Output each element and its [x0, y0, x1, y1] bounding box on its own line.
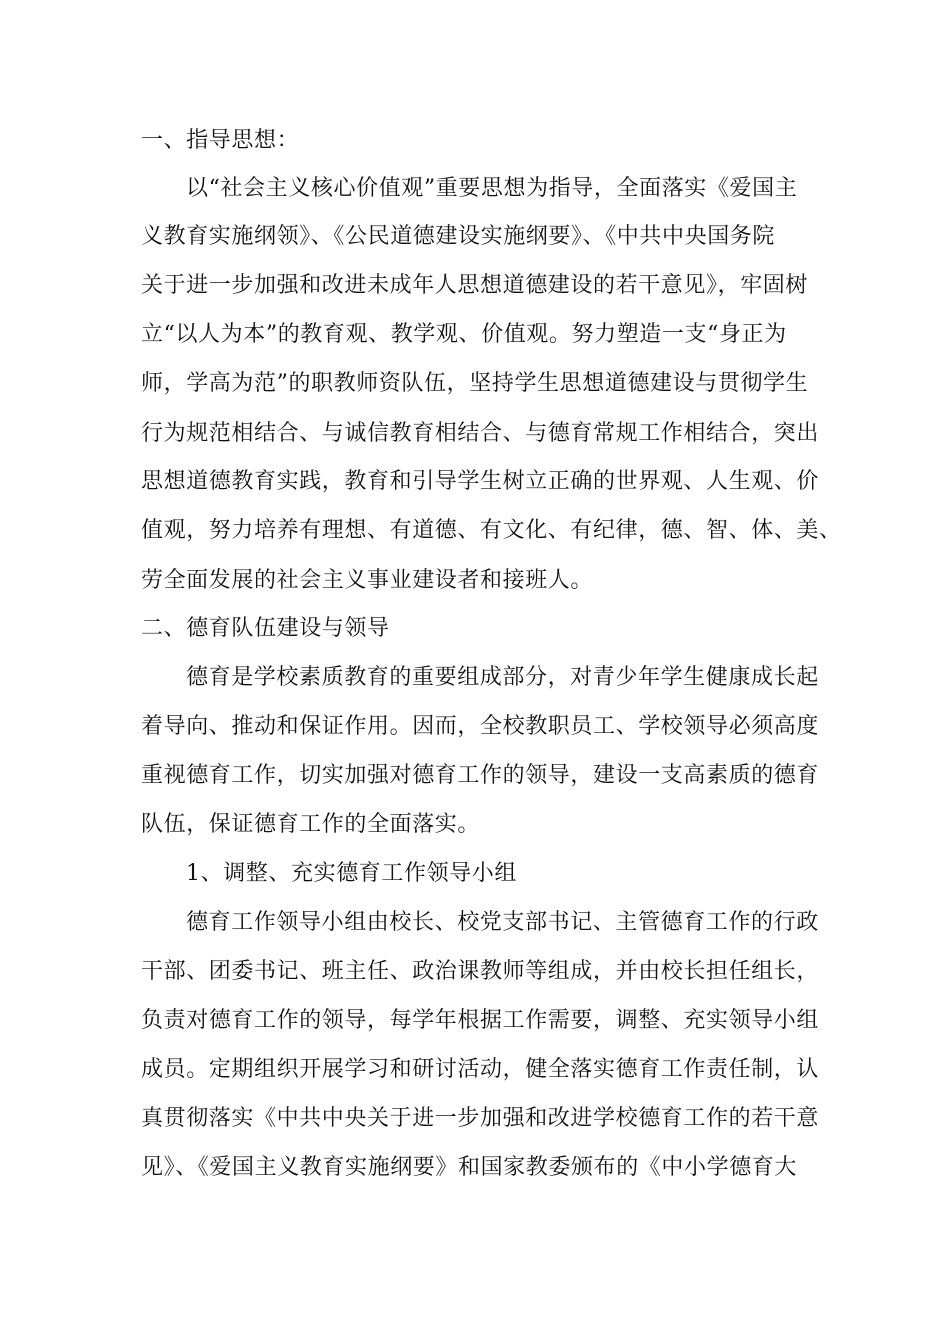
- paragraph-line: 劳全面发展的社会主义事业建设者和接班人。: [141, 568, 594, 593]
- subsection-heading: 1、调整、充实德育工作领导小组: [186, 861, 517, 886]
- paragraph-line: 见》、《爱国主义教育实施纲要》和国家教委颁布的《中小学德育大: [141, 1155, 798, 1180]
- paragraph-line: 以“社会主义核心价值观”重要思想为指导，全面落实《爱国主: [186, 176, 798, 201]
- paragraph-line: 思想道德教育实践，教育和引导学生树立正确的世界观、人生观、价: [141, 469, 820, 494]
- paragraph-line: 值观，努力培养有理想、有道德、有文化、有纪律，德、智、体、美、: [141, 518, 842, 543]
- paragraph-line: 行为规范相结合、与诚信教育相结合、与德育常规工作相结合，突出: [141, 421, 820, 446]
- paragraph-line: 着导向、推动和保证作用。因而，全校教职员工、学校领导必须高度: [141, 714, 820, 739]
- paragraph-line: 关于进一步加强和改进未成年人思想道德建设的若干意见》，牢固树: [141, 273, 809, 298]
- paragraph-line: 负责对德育工作的领导，每学年根据工作需要，调整、充实领导小组: [141, 1008, 820, 1033]
- paragraph-line: 师，学高为范”的职教师资队伍，坚持学生思想道德建设与贯彻学生: [141, 371, 809, 396]
- paragraph-line: 义教育实施纲领》、《公民道德建设实施纲要》、《中共中央国务院: [141, 224, 776, 249]
- section-heading: 一、指导思想：: [141, 128, 300, 153]
- paragraph-line: 德育工作领导小组由校长、校党支部书记、主管德育工作的行政: [186, 910, 819, 935]
- paragraph-line: 干部、团委书记、班主任、政治课教师等组成，并由校长担任组长，: [141, 959, 820, 984]
- paragraph-line: 德育是学校素质教育的重要组成部分，对青少年学生健康成长起: [186, 665, 819, 690]
- paragraph-line: 立“以人为本”的教育观、教学观、价值观。努力塑造一支“身正为: [141, 322, 787, 347]
- paragraph-line: 成员。定期组织开展学习和研讨活动，健全落实德育工作责任制，认: [141, 1057, 820, 1082]
- section-heading: 二、德育队伍建设与领导: [141, 616, 390, 641]
- paragraph-line: 重视德育工作，切实加强对德育工作的领导，建设一支高素质的德育: [141, 763, 820, 788]
- paragraph-line: 队伍，保证德育工作的全面落实。: [141, 812, 481, 837]
- paragraph-line: 真贯彻落实《中共中央关于进一步加强和改进学校德育工作的若干意: [141, 1106, 820, 1131]
